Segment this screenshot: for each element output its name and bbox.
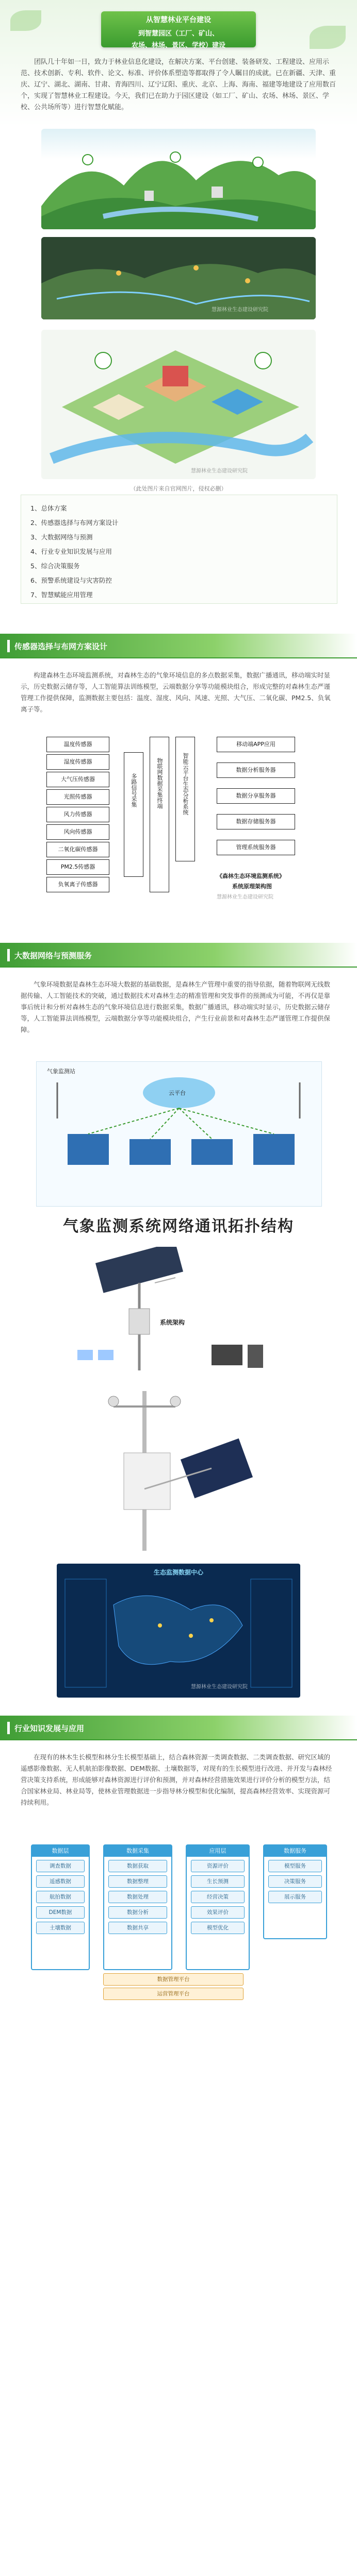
architecture-diagram [46, 737, 315, 927]
flow-item: 资源评价 [191, 1860, 245, 1872]
flow-item: 决策服务 [268, 1875, 322, 1888]
diagram-caption: 系统原理架构图 [232, 883, 272, 890]
system-architecture-label: 系统架构 [160, 1319, 185, 1326]
section-paragraph: 在现有的林木生长模型和林分生长模型基础上，结合森林资源一类调查数据、二类调查数据、研究区域的遥感影像数据、无人机航拍影像数据、DEM数据、土壤数据等，对现有的生长模型进行改进、并开发与森林经营决策支持系统，形成能够对森林资源进行评价和预测，并对森林经营措施效果进行评价分析的模型方法，结合国家林业局、林业局等，使林业管理数据进一步指导林分模型和优化编制，提高森林经营效率、实现资源可持续利用。 [21, 1753, 332, 1806]
list-item: 7、智慧赋能应用管理 [30, 591, 93, 599]
watermark: 慧源林业生态建设研究院 [212, 307, 268, 313]
list-item: 5、综合决策服务 [30, 562, 80, 570]
diagram-box: 数据分享服务器 [217, 788, 295, 804]
diagram-box: 温度传感器 [46, 737, 109, 752]
flow-item: 数据共享 [108, 1922, 167, 1934]
network-title: 气象监测系统网络通讯拓扑结构 [63, 1217, 294, 1235]
flow-column [263, 1844, 327, 1939]
watermark: 慧源林业生态建设研究院 [191, 1684, 248, 1690]
flow-item: 遥感数据 [36, 1875, 85, 1888]
section-paragraph: 气象环境数据是森林生态环境大数据的基础数据，是森林生产管理中重要的指导依据，随着物联网无线数据传输、人工智能技术的突破，通过数据技术对森林生态的精准管理和突发事件的预测成为可能，不再仅是靠事后统计和分析对森林生态的气象环境信息进行数据采集，数据广播通讯，移动端实时显示，历史数据云储存等，人工智能算法训练模型，云端数据分享等功能模块组合，产生行业前景和对森林生态严谨管理工作提供保障。 [21, 980, 331, 1033]
hero-image-terrain [41, 237, 316, 319]
title-line-2: 到智慧园区（工厂、矿山、 [138, 30, 219, 38]
title-badge [101, 11, 256, 47]
list-item: 6、预警系统建设与灾害防控 [30, 577, 112, 584]
list-item: 3、大数据网络与预测 [30, 533, 93, 541]
list-item: 4、行业专业知识发展与应用 [30, 548, 112, 555]
diagram-box: PM2.5传感器 [46, 859, 109, 875]
flow-column [186, 1844, 250, 1970]
diagram-box: 移动端APP应用 [217, 737, 295, 752]
flow-item: 生长预测 [191, 1875, 245, 1888]
flow-column [103, 1844, 172, 1970]
diagram-box: 数据存储服务器 [217, 814, 295, 829]
dashboard-title: 生态监测数据中心 [153, 1569, 203, 1576]
diagram-box: 光照传感器 [46, 789, 109, 805]
flow-column-head: 数据采集 [104, 1845, 171, 1857]
flow-item: DEM数据 [36, 1906, 85, 1919]
section-header [0, 634, 357, 658]
list-item: 1、总体方案 [30, 504, 67, 512]
weather-station-image [67, 1247, 290, 1381]
flow-item: 模型服务 [268, 1860, 322, 1872]
leaf-decoration [310, 26, 346, 49]
flow-item: 土壤数据 [36, 1922, 85, 1934]
flow-item: 效果评价 [191, 1906, 245, 1919]
section-header [0, 1716, 357, 1740]
section-paragraph: 构建森林生态环境监测系统，对森林生态的气象环境信息的多点数据采集，数据广播通讯，移动端实时显示，历史数据云储存等，人工智能算法训练模型，云端数据分享等功能模块组合，形成完整的对森林生态严谨管理工作提供保障，监测数据主要包括：温度、湿度、风向、风速、光照、大气压、二氧化碳、PM2.5、负氧离子等。 [21, 671, 331, 713]
flow-column-head: 应用层 [187, 1845, 249, 1857]
flow-column [31, 1844, 90, 1970]
diagram-vertical-label: 多路信号采集 [131, 773, 137, 807]
flow-item: 展示服务 [268, 1891, 322, 1903]
list-item: 2、传感器选择与布网方案设计 [30, 519, 119, 527]
intro-paragraph: 团队几十年如一日，致力于林业信息化建设，在解决方案、平台创建、装备研发、工程建设、应用示范、技术创新、专利、软件、论文、标准、评价体系塑造等都取得了令人瞩目的成就。已在新疆、天津、重庆、辽宁、湖北、湖南、甘肃、青海四川、辽宁辽阳、重庆、北京、上海、海南、福建等地建设了应用数百个，实现了智慧林业工程建设。今天，我们已在助力于园区建设（如工厂、矿山、农场、林场、景区、学校、公共场所等）进行智慧化赋能。 [21, 58, 336, 111]
network-topology-image [36, 1061, 322, 1207]
section-title: 行业知识发展与应用 [14, 1724, 85, 1733]
diagram-box: 湿度传感器 [46, 754, 109, 770]
flow-item: 经营决策 [191, 1891, 245, 1903]
section-title: 传感器选择与布网方案设计 [14, 642, 108, 651]
network-gateway-label: 气象监测站 [47, 1068, 75, 1075]
diagram-column [150, 737, 169, 892]
monitoring-dashboard-image [57, 1564, 300, 1698]
diagram-column [175, 737, 195, 861]
diagram-column [124, 752, 143, 877]
network-cloud-label: 云平台 [169, 1090, 186, 1096]
diagram-vertical-label: 智能云平台生态分析系统 [182, 753, 189, 815]
flow-item: 数据获取 [108, 1860, 167, 1872]
section-title: 大数据网络与预测服务 [14, 951, 92, 960]
diagram-caption: 《森林生态环境监测系统》 [217, 873, 285, 879]
title-line-3: 农场、林场、景区、学校）建设 [131, 42, 225, 49]
hero-image-landscape [41, 129, 316, 229]
section-header [0, 943, 357, 968]
diagram-box: 风力传感器 [46, 807, 109, 822]
flow-bottom-bar: 运营管理平台 [103, 1988, 244, 2000]
flow-column-head: 数据服务 [264, 1845, 326, 1857]
diagram-box: 风向传感器 [46, 824, 109, 840]
flow-diagram [31, 1844, 326, 1999]
hero-caption: （此处图片来自官网图片，侵权必删） [130, 485, 227, 492]
flow-item: 调查数据 [36, 1860, 85, 1872]
title-line-1: 从智慧林业平台建设 [146, 16, 211, 24]
hero-image-park [41, 330, 316, 479]
large-weather-station-image [83, 1386, 274, 1556]
diagram-box: 大气压传感器 [46, 772, 109, 787]
contents-list [21, 495, 337, 604]
flow-column-head: 数据层 [32, 1845, 89, 1857]
flow-item: 数据处理 [108, 1891, 167, 1903]
diagram-box: 数据分析服务器 [217, 762, 295, 778]
flow-item: 模型优化 [191, 1922, 245, 1934]
flow-item: 数据整理 [108, 1875, 167, 1888]
diagram-vertical-label: 物联网数据采集终端 [156, 758, 163, 809]
flow-item: 数据分析 [108, 1906, 167, 1919]
flow-item: 航拍数据 [36, 1891, 85, 1903]
diagram-box: 二氧化碳传感器 [46, 842, 109, 857]
diagram-box: 管理系统服务器 [217, 840, 295, 855]
watermark: 慧源林业生态建设研究院 [217, 894, 273, 900]
diagram-box: 负氧离子传感器 [46, 877, 109, 892]
flow-bottom-bar: 数据管理平台 [103, 1973, 244, 1986]
watermark: 慧源林业生态建设研究院 [191, 468, 248, 474]
leaf-decoration [10, 10, 41, 31]
